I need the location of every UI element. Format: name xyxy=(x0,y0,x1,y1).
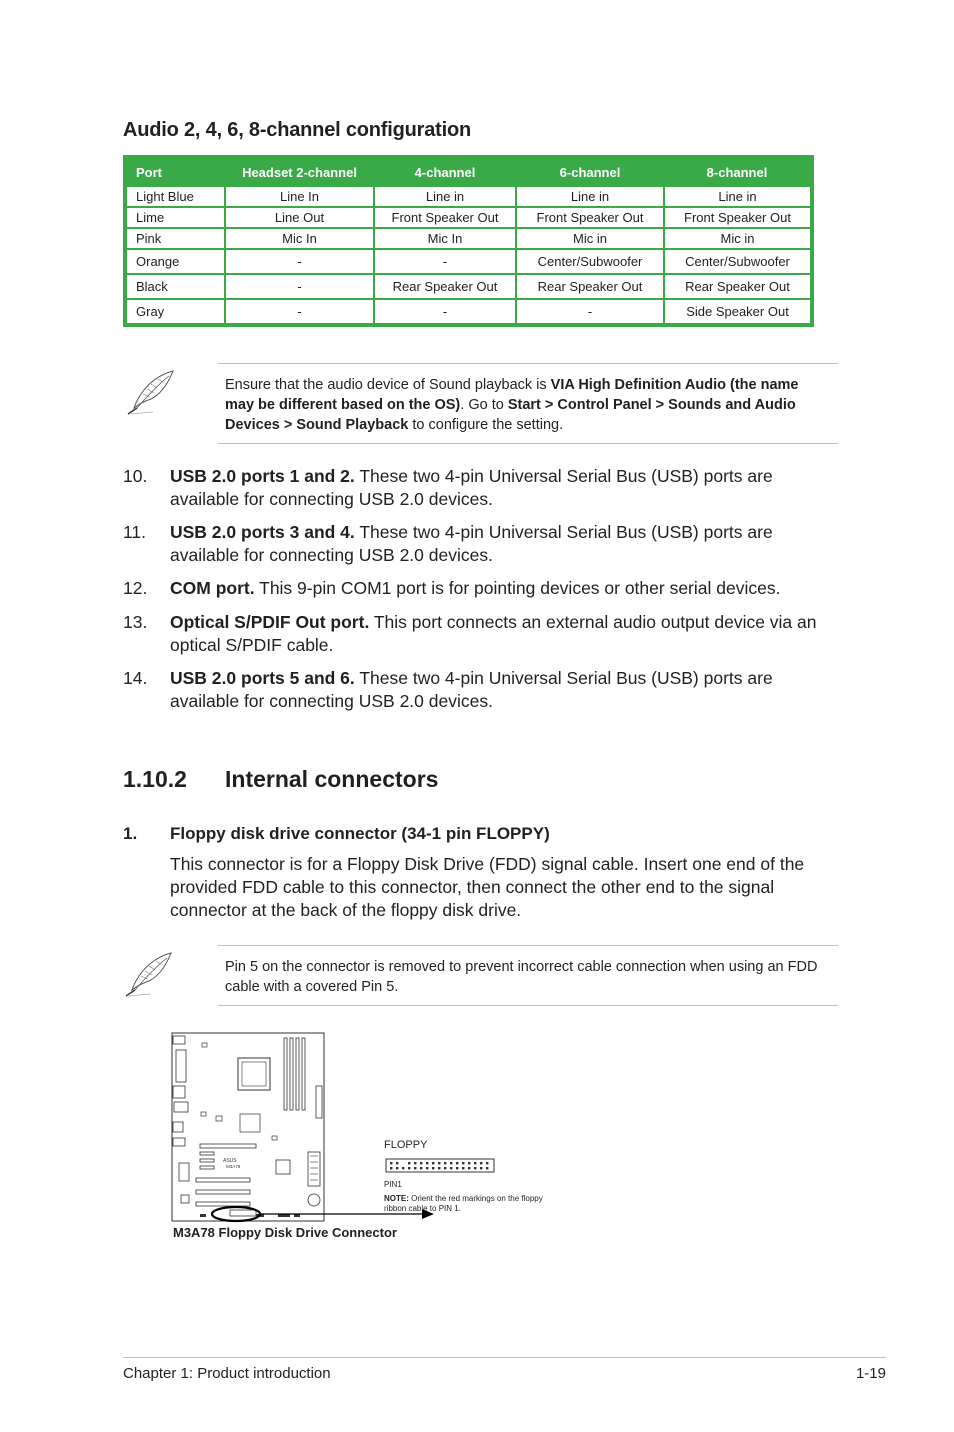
list-item xyxy=(123,667,823,713)
connector-pin xyxy=(396,1162,398,1164)
connector-pin xyxy=(432,1162,434,1164)
connector-pin xyxy=(426,1167,428,1169)
table-cell: Front Speaker Out xyxy=(664,207,812,228)
list-item xyxy=(123,465,823,511)
floppy-connector-label: FLOPPY xyxy=(384,1139,428,1151)
table-cell: Line in xyxy=(664,186,812,207)
table-cell: Lime xyxy=(125,207,225,228)
floppy-connector-detail xyxy=(386,1159,494,1172)
note-bold-driver: VIA High Definition Audio (the name may be different based on the OS) xyxy=(225,377,799,413)
col-header-2ch: Headset 2-channel xyxy=(225,157,374,186)
table-cell: Line In xyxy=(225,186,374,207)
table-row xyxy=(125,186,812,207)
table-cell: - xyxy=(225,299,374,325)
table-cell: Orange xyxy=(125,249,225,274)
connector-pin xyxy=(474,1162,476,1164)
list-item-text: This port connects an external audio output device via an optical S/PDIF cable. xyxy=(170,612,817,655)
table-cell: Gray xyxy=(125,299,225,325)
table-row xyxy=(125,274,812,299)
pin1-label: PIN1 xyxy=(384,1180,402,1189)
table-row xyxy=(125,228,812,249)
motherboard-outline xyxy=(172,1033,324,1221)
feather-note-icon xyxy=(121,950,175,998)
connector-pin xyxy=(444,1162,446,1164)
connector-pin xyxy=(390,1162,392,1164)
connector-pin xyxy=(480,1162,482,1164)
connector-pin xyxy=(474,1167,476,1169)
connector-pin xyxy=(420,1167,422,1169)
col-header-6ch: 6-channel xyxy=(516,157,664,186)
list-item-text: These two 4-pin Universal Serial Bus (USB) ports are available for connecting USB 2.0 devices. xyxy=(170,668,773,711)
table-cell: Rear Speaker Out xyxy=(516,274,664,299)
list-item-number: 13. xyxy=(123,612,148,632)
audio-config-table xyxy=(123,155,814,327)
table-cell: Side Speaker Out xyxy=(664,299,812,325)
board-logo: ASUS xyxy=(223,1158,237,1164)
table-cell: Mic In xyxy=(374,228,516,249)
table-cell: Pink xyxy=(125,228,225,249)
table-cell: - xyxy=(225,249,374,274)
list-item-text: This 9-pin COM1 port is for pointing devices or other serial devices. xyxy=(254,578,781,598)
table-cell: Rear Speaker Out xyxy=(664,274,812,299)
connector-pin xyxy=(396,1167,398,1169)
connector-pin xyxy=(432,1167,434,1169)
note-bold-path: Start > Control Panel > Sounds and Audio Devices > Sound Playback xyxy=(225,397,796,433)
list-item-title: USB 2.0 ports 5 and 6. xyxy=(170,668,355,688)
connector-pin xyxy=(402,1167,404,1169)
table-cell: - xyxy=(225,274,374,299)
floppy-item-number: 1. xyxy=(123,824,138,843)
orientation-note-text: Orient the red markings on the floppy ribbon cable to PIN 1. xyxy=(384,1194,543,1213)
table-cell: Center/Subwoofer xyxy=(664,249,812,274)
table-cell: Rear Speaker Out xyxy=(374,274,516,299)
connector-pin xyxy=(390,1167,392,1169)
note-text-part: to configure the setting. xyxy=(408,417,564,433)
connector-pin xyxy=(450,1162,452,1164)
list-item-title: Optical S/PDIF Out port. xyxy=(170,612,370,632)
list-item xyxy=(123,611,823,657)
list-item-title: USB 2.0 ports 1 and 2. xyxy=(170,466,355,486)
table-cell: Center/Subwoofer xyxy=(516,249,664,274)
connector-pin xyxy=(456,1167,458,1169)
section-number: 1.10.2 xyxy=(123,766,187,792)
table-row xyxy=(125,249,812,274)
connector-pin xyxy=(468,1162,470,1164)
footer-divider xyxy=(123,1357,886,1358)
table-cell: Front Speaker Out xyxy=(374,207,516,228)
audio-config-title: Audio 2, 4, 6, 8-channel configuration xyxy=(123,119,471,141)
col-header-4ch: 4-channel xyxy=(374,157,516,186)
floppy-item-title: Floppy disk drive connector (34-1 pin FLOPPY) xyxy=(170,824,550,843)
list-item xyxy=(123,521,823,567)
feather-note-icon xyxy=(123,368,177,416)
note-text-part: . Go to xyxy=(460,397,508,413)
connector-pin xyxy=(462,1167,464,1169)
list-item-title: USB 2.0 ports 3 and 4. xyxy=(170,522,355,542)
table-cell: Line Out xyxy=(225,207,374,228)
list-item-text: These two 4-pin Universal Serial Bus (USB) ports are available for connecting USB 2.0 devices. xyxy=(170,466,773,509)
connector-pin xyxy=(426,1162,428,1164)
table-cell: Front Speaker Out xyxy=(516,207,664,228)
table-cell: Black xyxy=(125,274,225,299)
note-text-audio xyxy=(225,375,830,435)
note-box-floppy xyxy=(218,945,838,1006)
list-item-title: COM port. xyxy=(170,578,255,598)
table-cell: Line in xyxy=(374,186,516,207)
connector-pin xyxy=(408,1162,410,1164)
floppy-item-description: This connector is for a Floppy Disk Drive (FDD) signal cable. Insert one end of the provided FDD cable to this connector, then connect the other end to the signal connector at the back of the floppy disk drive. xyxy=(170,854,805,920)
board-model-label: M3A78 xyxy=(226,1164,241,1169)
diagram-caption: M3A78 Floppy Disk Drive Connector xyxy=(173,1225,397,1240)
connector-pin xyxy=(414,1162,416,1164)
orientation-note xyxy=(384,1194,544,1214)
connector-pin xyxy=(414,1167,416,1169)
orientation-note-label: NOTE: xyxy=(384,1194,409,1203)
page-number: 1-19 xyxy=(855,1365,886,1382)
table-cell: - xyxy=(516,299,664,325)
list-item-text: These two 4-pin Universal Serial Bus (USB) ports are available for connecting USB 2.0 devices. xyxy=(170,522,773,565)
connector-pin xyxy=(468,1167,470,1169)
connector-pin xyxy=(408,1167,410,1169)
list-item-number: 10. xyxy=(123,466,148,486)
note-text-part: Ensure that the audio device of Sound playback is xyxy=(225,377,551,393)
table-row xyxy=(125,299,812,325)
table-cell: Mic In xyxy=(225,228,374,249)
connector-pin xyxy=(438,1162,440,1164)
table-cell: Mic in xyxy=(664,228,812,249)
connector-pin xyxy=(456,1162,458,1164)
table-cell: Mic in xyxy=(516,228,664,249)
connector-pin xyxy=(420,1162,422,1164)
col-header-8ch: 8-channel xyxy=(664,157,812,186)
connector-pin xyxy=(462,1162,464,1164)
connector-pin xyxy=(486,1162,488,1164)
table-cell: - xyxy=(374,299,516,325)
table-cell: Light Blue xyxy=(125,186,225,207)
table-row xyxy=(125,207,812,228)
connector-pin xyxy=(444,1167,446,1169)
list-item-number: 12. xyxy=(123,578,148,598)
connector-pin xyxy=(486,1167,488,1169)
col-header-port: Port xyxy=(125,157,225,186)
table-cell: - xyxy=(374,249,516,274)
connector-pin xyxy=(438,1167,440,1169)
table-cell: Line in xyxy=(516,186,664,207)
note-box-audio xyxy=(218,363,838,444)
note-text-floppy: Pin 5 on the connector is removed to prevent incorrect cable connection when using an FDD cable with a covered Pin 5. xyxy=(225,959,818,995)
connector-pin xyxy=(450,1167,452,1169)
connector-pin xyxy=(480,1167,482,1169)
footer-chapter: Chapter 1: Product introduction xyxy=(123,1365,331,1382)
list-item-number: 14. xyxy=(123,668,148,688)
section-title: Internal connectors xyxy=(225,766,439,792)
floppy-connector-onboard xyxy=(230,1210,256,1216)
table-header-row xyxy=(125,157,812,186)
list-item-number: 11. xyxy=(123,522,147,542)
list-item xyxy=(123,577,823,600)
